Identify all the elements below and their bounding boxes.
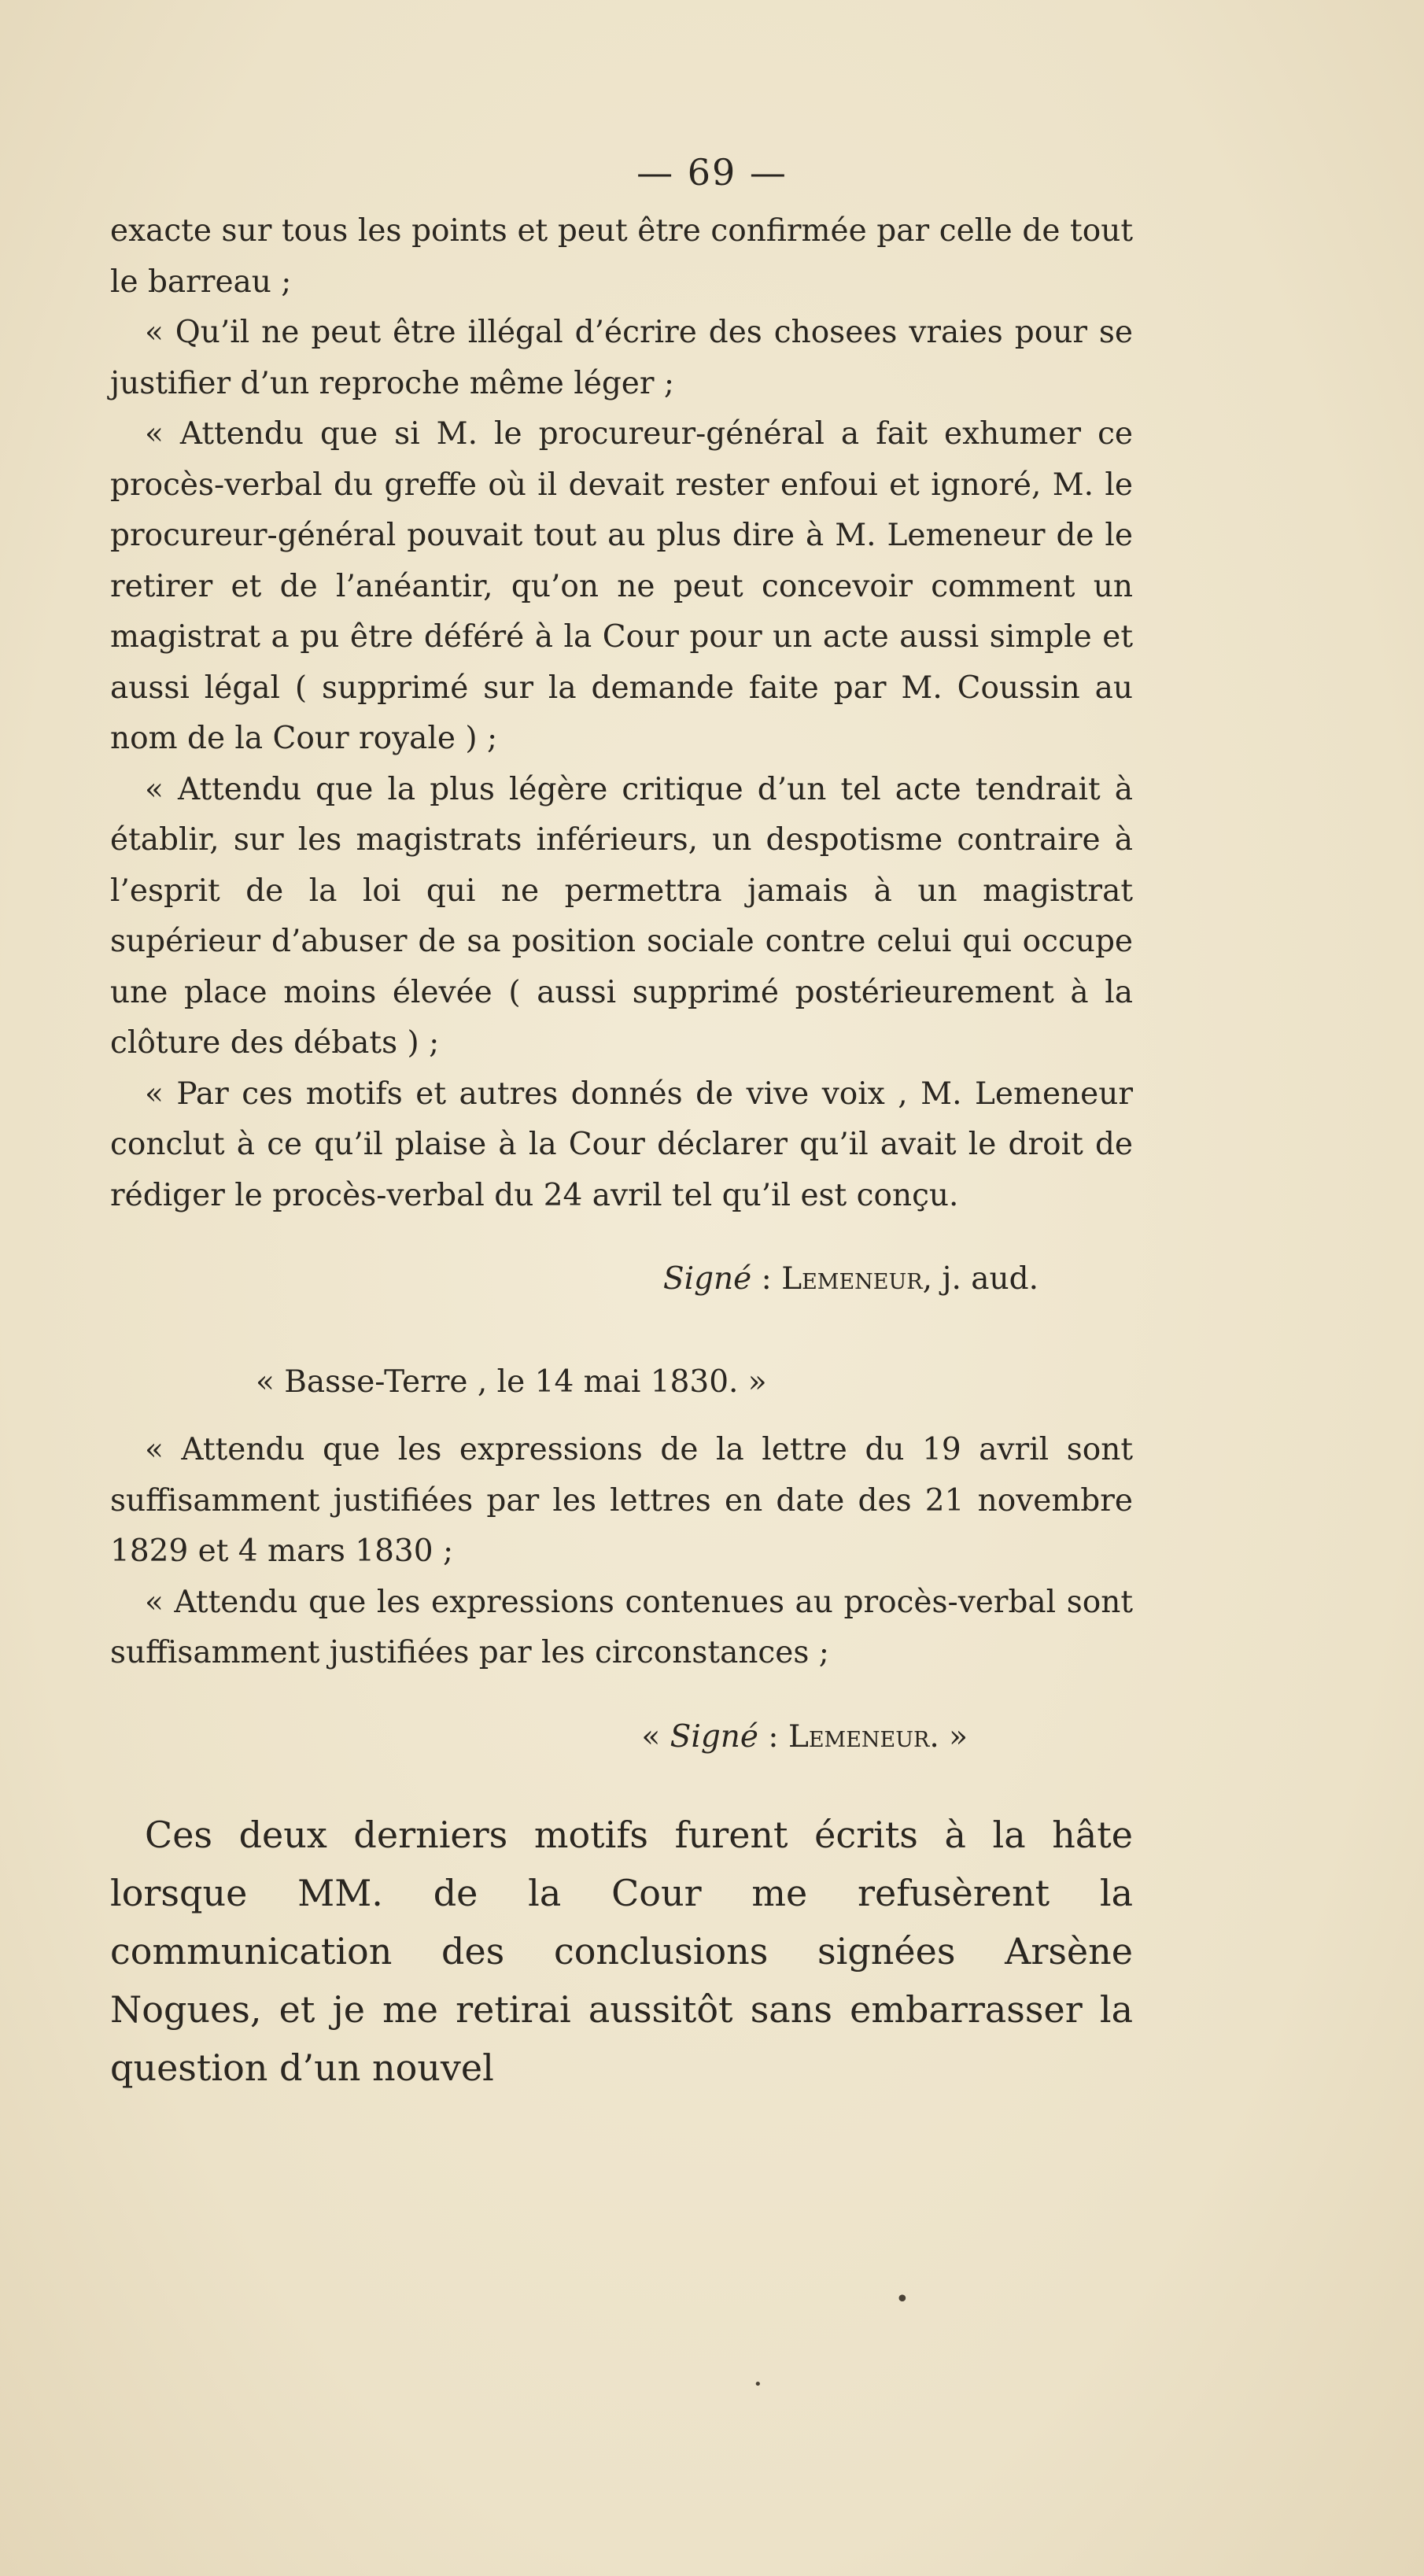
paragraph: « Attendu que les expressions contenues au procès-verbal sont suffisamment justifiées par les circonstances ; — [110, 1584, 1133, 1670]
paragraph: « Attendu que la plus légère critique d’un tel acte tendrait à établir, sur les magistrats inférieurs, un despotisme contraire à l’esprit de la loi qui ne permettra jamais à un magistrat supérieur d’abuser de sa position sociale contre celui qui occupe une place moins élevée ( aussi supprimé postérieurement à la clôture des débats ) ; — [110, 771, 1133, 1061]
signature-suffix: , j. aud. — [922, 1261, 1038, 1297]
quote-open: « — [641, 1718, 670, 1755]
signature-line — [110, 1254, 1133, 1305]
ink-speck: • — [895, 2286, 909, 2313]
paragraph: « Par ces motifs et autres donnés de vive voix , M. Lemeneur conclut à ce qu’il plaise à la Cour déclarer qu’il avait le droit de rédiger le procès-verbal du 24 avril tel qu’il est conçu. — [110, 1076, 1133, 1213]
paragraph: exacte sur tous les points et peut être confirmée par celle de tout le barreau ; — [110, 213, 1133, 300]
paragraph: « Attendu que si M. le procureur-général a fait exhumer ce procès-verbal du greffe où il devait rester enfoui et ignoré, M. le procureur-général pouvait tout au plus dire à M. Lemeneur de le retirer et de l’anéantir, qu’on ne peut concevoir comment un magistrat a pu être déféré à la Cour pour un acte aussi simple et aussi légal ( supprimé sur la demande faite par M. Coussin au nom de la Cour royale ) ; — [110, 416, 1133, 756]
signature-line — [110, 1712, 1133, 1763]
closing-paragraph: Ces deux derniers motifs furent écrits à la hâte lorsque MM. de la Cour me refusèrent la communication des conclusions signées Arsène Nogues, et je me retirai aussitôt sans embarrasser la question d’un nouvel — [110, 1814, 1133, 2089]
signature-prefix: Signé — [662, 1261, 752, 1297]
paragraph: « Qu’il ne peut être illégal d’écrire des chosees vraies pour se justifier d’un reproche même léger ; — [110, 315, 1133, 401]
paragraph: « Attendu que les expressions de la lettre du 19 avril sont suffisamment justifiées par les lettres en date des 21 novembre 1829 et 4 mars 1830 ; — [110, 1432, 1133, 1569]
signature-prefix: Signé — [670, 1718, 758, 1755]
signature-name: : Lemeneur. — [768, 1718, 939, 1755]
closing-text — [110, 1806, 1133, 2097]
page-number: — 69 — — [636, 151, 788, 194]
dateline: « Basse-Terre , le 14 mai 1830. » — [256, 1364, 767, 1400]
main-text — [110, 206, 1133, 1762]
signature-name: : Lemeneur — [761, 1261, 923, 1297]
quote-close: » — [939, 1718, 968, 1755]
ink-speck: • — [754, 2376, 762, 2393]
